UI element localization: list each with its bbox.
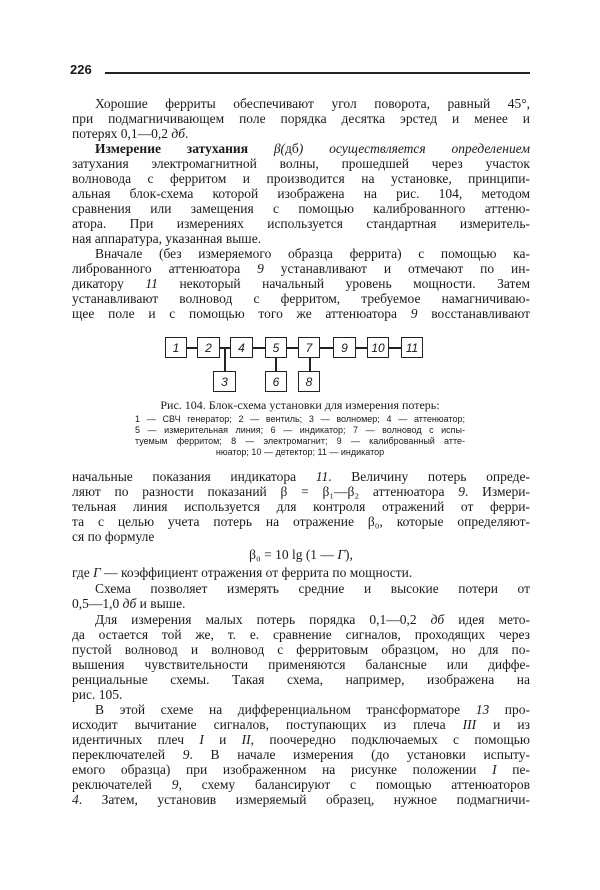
text-segment: переключателей <box>72 747 183 762</box>
text-segment: устанавливают и отмечают по ин- <box>263 261 530 276</box>
text-segment: Хорошие ферриты обеспечивают угол поворота, равный 45°, <box>95 96 530 111</box>
text-segment: 4 <box>72 792 79 807</box>
block-3: 3 <box>213 371 236 392</box>
text-line <box>72 732 530 747</box>
text-segment: . <box>185 126 189 141</box>
text-segment: I <box>492 762 497 777</box>
text-segment: , поочередно подключаемых с помощью <box>250 732 530 747</box>
text-segment: Вначале (без измеряемого образца феррита) с помощью ка- <box>95 246 530 261</box>
block-7: 7 <box>298 337 320 358</box>
text-segment: . Затем, установив измеряемый образец, нужное подмагничи- <box>78 792 530 807</box>
text-segment: . Величину потерь опреде- <box>328 469 530 484</box>
block-9: 9 <box>333 337 356 358</box>
figure-caption: Рис. 104. Блок-схема установки для измерения потерь: <box>160 398 440 412</box>
connector-3 <box>224 348 226 372</box>
text-line <box>72 529 530 544</box>
text-segment: альная блок-схема которой изображена на рис. 104, методом <box>72 186 530 201</box>
text-segment: 13 <box>475 702 490 717</box>
text-segment: дб <box>122 596 137 611</box>
block-6: 6 <box>265 371 287 392</box>
connector-6 <box>275 357 277 372</box>
text-line <box>72 777 530 792</box>
block-10: 10 <box>367 337 389 358</box>
text-segment: некоторый начальный уровень мощности. Затем <box>157 276 530 291</box>
text-line <box>72 547 530 562</box>
block-8: 8 <box>298 371 320 392</box>
figure-legend-line: нюатор; 10 — детектор; 11 — индикатор <box>215 447 385 457</box>
text-line <box>72 126 530 141</box>
text-segment: пе- <box>496 762 530 777</box>
text-segment: . Измери- <box>464 484 530 499</box>
text-line <box>72 306 530 321</box>
text-line <box>72 792 530 807</box>
text-segment: про- <box>489 702 530 717</box>
text-segment: исходит вычитание сигналов, поступающих из плеча <box>72 717 463 732</box>
text-segment: да остается той же, т. е. сравнение сигналов, проходящих через <box>72 627 530 642</box>
text-segment: ), <box>345 547 353 562</box>
text-segment: тельная линия используется для контроля отражений от ферри- <box>72 499 530 514</box>
text-segment: ная аппаратура, указанная выше. <box>72 231 262 246</box>
text-line <box>95 246 530 261</box>
text-segment: та с целью учета потерь на отражение β₀, которые определяют- <box>72 514 530 529</box>
figure-legend-line: 5 — измерительная линия; 6 — индикатор; 7 — волновод с испы- <box>135 425 465 435</box>
text-segment: атора. При измерениях используется стандартная измеритель- <box>72 216 530 231</box>
text-segment: II <box>241 732 251 747</box>
text-line <box>72 276 530 291</box>
text-segment: 9 <box>458 484 465 499</box>
text-segment: рис. 105. <box>72 687 123 702</box>
figure-legend-line: туемым ферритом; 8 — электромагнит; 9 — калиброванный атте- <box>135 436 465 446</box>
text-segment: и из <box>476 717 530 732</box>
text-segment: Г <box>337 547 345 562</box>
header-rule <box>105 72 530 74</box>
text-line <box>72 747 530 762</box>
page-number: 226 <box>70 62 92 77</box>
text-line <box>72 717 530 732</box>
text-segment: 9 <box>410 306 418 321</box>
text-segment: ся по формуле <box>72 529 155 544</box>
text-line <box>72 231 530 246</box>
text-segment: идея мето- <box>444 612 530 627</box>
text-segment: В этой схеме на дифференциальном трансформаторе <box>95 702 476 717</box>
text-segment: Измерение затухания <box>95 141 248 156</box>
text-segment: ренциальные схемы. Такая схема, например, изображена на <box>72 672 530 687</box>
text-segment: щее поле и с помощью того же аттенюатора <box>72 306 411 321</box>
text-line <box>72 261 530 276</box>
text-segment: реключателей <box>72 777 172 792</box>
text-line <box>72 514 530 529</box>
text-segment: устанавливают волновод с ферритом, требуемое намагничиваю- <box>72 291 530 306</box>
text-line <box>72 687 530 702</box>
text-segment: затухания электромагнитной волны, прошедшей через участок <box>72 156 530 171</box>
text-segment: 9 <box>182 747 190 762</box>
text-line <box>72 565 530 580</box>
text-line <box>72 171 530 186</box>
text-segment: сравнения или замещения с помощью калиброванного аттеню- <box>72 201 530 216</box>
text-segment: начальные показания индикатора <box>72 469 316 484</box>
text-segment: 9 <box>257 261 264 276</box>
text-segment: восстанавливают <box>417 306 531 321</box>
text-segment: ляют по разности показаний β = β₁—β₂ аттенюатора <box>72 484 459 499</box>
text-line <box>72 672 530 687</box>
text-segment: Схема позволяет измерять средние и высокие потери от <box>95 581 530 596</box>
text-segment: потерях 0,1—0,2 <box>72 126 172 141</box>
text-line <box>72 657 530 672</box>
text-segment: где <box>72 565 94 580</box>
block-5: 5 <box>265 337 287 358</box>
block-4: 4 <box>230 337 253 358</box>
connector-8 <box>309 357 311 372</box>
text-line <box>72 216 530 231</box>
text-segment: идентичных плеч <box>72 732 200 747</box>
text-line <box>72 201 530 216</box>
text-segment: . В начале измерения (до установки испыту- <box>189 747 530 762</box>
text-line <box>72 627 530 642</box>
block-1: 1 <box>165 337 187 358</box>
text-line <box>72 469 530 484</box>
text-segment: — коэффициент отражения от феррита по мощности. <box>100 565 413 580</box>
text-line <box>95 581 530 596</box>
text-line <box>72 186 530 201</box>
text-segment: и <box>203 732 242 747</box>
text-segment: при подмагничивающем поле порядка десятка эрстед и менее и <box>72 111 530 126</box>
text-line <box>72 762 530 777</box>
text-segment: дб <box>285 141 299 156</box>
text-line <box>72 596 530 611</box>
text-segment: III <box>462 717 477 732</box>
text-line <box>72 111 530 126</box>
text-segment: дб <box>171 126 186 141</box>
text-segment: β( <box>248 141 286 156</box>
text-segment: β₀ = 10 lg (1 — <box>249 547 338 562</box>
text-segment: ) осуществляется определением <box>298 141 530 156</box>
text-segment: емого образца) при изображенном на рисунке положении <box>72 762 493 777</box>
text-segment: и выше. <box>136 596 186 611</box>
text-line <box>72 156 530 171</box>
text-line <box>95 96 530 111</box>
figure-legend-line: 1 — СВЧ генератор; 2 — вентиль; 3 — волномер; 4 — аттенюатор; <box>135 414 465 424</box>
text-segment: либрованного аттенюатора <box>72 261 258 276</box>
text-segment: дб <box>430 612 445 627</box>
text-line <box>72 484 530 499</box>
text-segment: 11 <box>145 276 158 291</box>
text-segment: Г <box>93 565 101 580</box>
text-segment: 9, <box>171 777 182 792</box>
text-line <box>72 499 530 514</box>
text-segment: 0,5—1,0 <box>72 596 123 611</box>
text-segment: схему балансируют с помощью аттенюаторов <box>181 777 531 792</box>
text-segment: Для измерения малых потерь порядка 0,1—0,2 <box>95 612 431 627</box>
text-line <box>72 642 530 657</box>
text-line <box>95 612 530 627</box>
text-segment: I <box>199 732 204 747</box>
text-line <box>95 702 530 717</box>
text-line <box>95 141 530 156</box>
text-segment: волновода с ферритом и производится на установке, принципи- <box>72 171 530 186</box>
block-11: 11 <box>401 337 423 358</box>
text-segment: пустой волновод и волновод с ферритовым образцом, но для по- <box>72 642 530 657</box>
block-2: 2 <box>197 337 220 358</box>
text-line <box>72 291 530 306</box>
text-segment: дикатору <box>72 276 146 291</box>
text-segment: 11 <box>315 469 329 484</box>
text-segment: вышения чувствительности применяются балансные или диффе- <box>72 657 530 672</box>
